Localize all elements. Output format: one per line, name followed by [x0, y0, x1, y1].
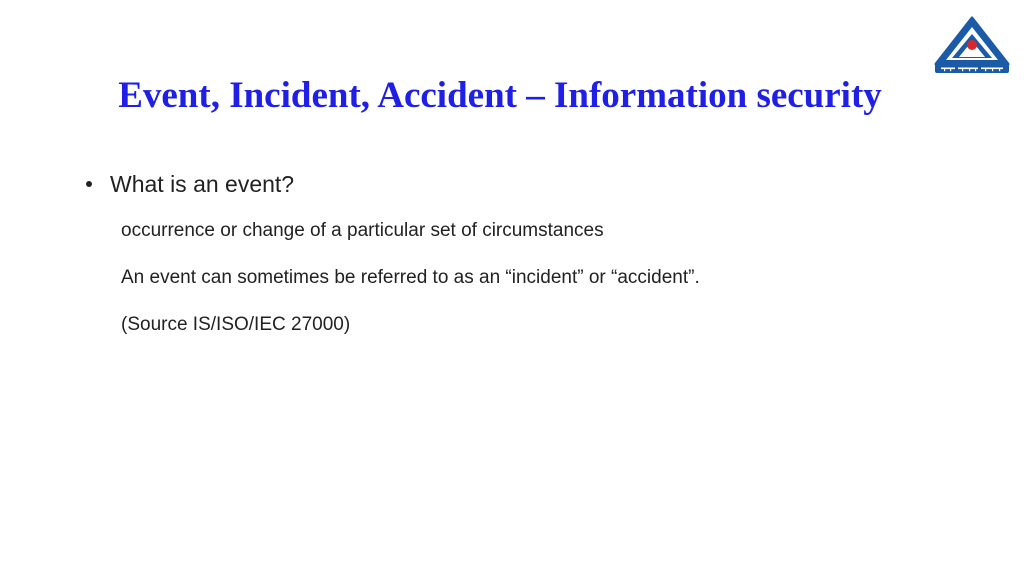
bullet-item [86, 169, 294, 199]
bis-logo-icon [932, 14, 1012, 76]
source-line: (Source IS/ISO/IEC 27000) [121, 314, 351, 335]
slide-title: Event, Incident, Accident – Information security [118, 75, 882, 116]
bis-logo-graphic [932, 14, 1012, 76]
bullet-text: What is an event? [110, 171, 295, 197]
bullet-dot-icon [86, 181, 92, 187]
note-line: An event can sometimes be referred to as an “incident” or “accident”. [121, 267, 700, 288]
definition-line: occurrence or change of a particular set of circumstances [121, 220, 604, 241]
